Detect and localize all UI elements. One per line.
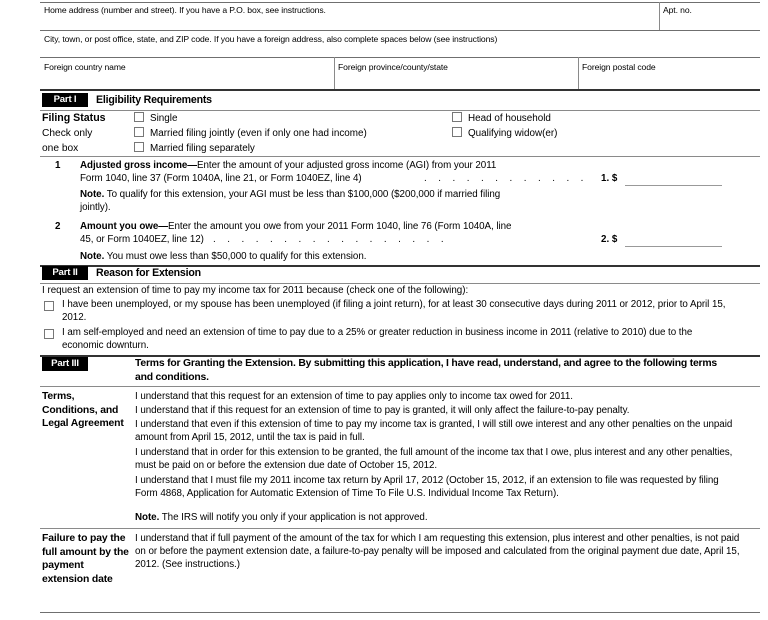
terms-note [135, 511, 742, 524]
part3-badge: Part III [42, 357, 88, 371]
part3-header [40, 357, 760, 383]
checkbox-single[interactable] [134, 112, 177, 125]
line1-note-row1 [80, 189, 610, 202]
line1-number: 1 [55, 160, 61, 171]
foreign-postal-divider [578, 57, 579, 89]
line2-leader: . . . . . . . . . . . . . . . . . [213, 234, 449, 245]
part1-title: Eligibility Requirements [96, 94, 212, 106]
checkbox-qualifying-widow[interactable] [452, 127, 557, 140]
checkbox-married-separately-box[interactable] [134, 142, 144, 152]
line1-leader: . . . . . . . . . . . . [424, 173, 588, 184]
part3-title-bold: Terms for Granting the Extension. [135, 358, 296, 369]
line1-bold-lead: Adjusted gross income— [80, 160, 198, 171]
checkbox-married-jointly-box[interactable] [134, 127, 144, 137]
line1-text-row1 [80, 160, 600, 173]
city-state-zip-caption: City, town, or post office, state, and ZIP code. If you have a foreign address, also complete spaces below (see instructions) [44, 34, 498, 44]
line1-note-text-a: To qualify for this extension, your AGI must be less than $100,000 ($200,000 if married filing [106, 189, 501, 200]
checkbox-married-jointly[interactable] [134, 127, 367, 140]
part2-option-self-employed-label: I am self-employed and need an extension of time to pay due to a 25% or greater reduction in business income in 2011 (relative to 2010) due to the economic downturn. [62, 327, 693, 351]
part2-option-unemployed-box[interactable] [44, 301, 54, 311]
divider-part2-title [40, 283, 760, 284]
line1-amount-input[interactable] [625, 185, 722, 186]
checkbox-head-of-household-box[interactable] [452, 112, 462, 122]
foreign-postal-caption: Foreign postal code [582, 62, 656, 72]
part2-intro: I request an extension of time to pay my income tax for 2011 because (check one of the following): [42, 285, 469, 296]
line2-number: 2 [55, 221, 61, 232]
divider-address [40, 30, 760, 31]
failure-to-pay-text: I understand that if full payment of the amount of the tax for which I am requesting this extension, plus interest and other penalties, is not paid on or before the payment extension date, a failure-to-pay penalty will be imposed and calculated from the original payment due date, April 15, 2012. (See instructions.) [135, 533, 740, 571]
line2-text-row2: 45, or Form 1040EZ, line 12) [80, 234, 204, 245]
line2-text-row1 [80, 221, 600, 234]
checkbox-single-box[interactable] [134, 112, 144, 122]
divider-part3-title [40, 386, 760, 387]
divider-terms [40, 528, 760, 529]
part2-header [40, 266, 760, 281]
checkbox-qualifying-widow-label: Qualifying widow(er) [468, 128, 558, 139]
checkbox-qualifying-widow-box[interactable] [452, 127, 462, 137]
divider-part1-title [40, 110, 760, 111]
divider-top [40, 2, 760, 3]
line2-note-text: You must owe less than $50,000 to qualify for this extension. [106, 251, 367, 262]
terms-conditions-label: Terms, Conditions, and Legal Agreement [42, 391, 124, 430]
checkbox-head-of-household[interactable] [452, 112, 551, 125]
checkbox-head-of-household-label: Head of household [468, 113, 551, 124]
divider-above-part1 [40, 89, 760, 91]
divider-bottom [40, 612, 760, 613]
part2-option-unemployed[interactable] [62, 299, 736, 325]
terms-paragraph-4: I understand that in order for this extension to be granted, the full amount of the income tax that I owe, plus interest and any other penalties, must be paid on or before the extension due date of October 15, 2012. [135, 447, 733, 472]
filing-status-label: Filing Status [42, 112, 106, 124]
failure-to-pay-label: Failure to pay the full amount by the payment extension date [42, 533, 129, 585]
part2-option-self-employed[interactable] [62, 327, 736, 353]
line1-text-row2: Form 1040, line 37 (Form 1040A, line 21, or Form 1040EZ, line 4) [80, 173, 362, 184]
part2-title: Reason for Extension [96, 267, 201, 279]
line2-bold-lead: Amount you owe— [80, 221, 168, 232]
line2-text-a: Enter the amount you owe from your 2011 Form 1040, line 76 (Form 1040A, line [167, 221, 512, 232]
checkbox-married-jointly-label: Married filing jointly (even if only one had income) [150, 128, 367, 139]
line1-amount-tag: 1. $ [601, 173, 618, 184]
apt-no-caption: Apt. no. [663, 5, 692, 15]
checkbox-single-label: Single [150, 113, 178, 124]
one-box-label: one box [42, 143, 79, 154]
part3-title [135, 357, 730, 383]
checkbox-married-separately-label: Married filing separately [150, 143, 255, 154]
part1-header [40, 93, 760, 108]
divider-filing-status [40, 156, 760, 157]
line1-text-a: Enter the amount of your adjusted gross income (AGI) from your 2011 [197, 160, 497, 171]
part2-option-self-employed-box[interactable] [44, 329, 54, 339]
terms-paragraph-1: I understand that this request for an extension of time to pay applies only to income tax owed for 2011. [135, 391, 573, 402]
line2-note-row [80, 251, 610, 264]
divider-city [40, 57, 760, 58]
part2-option-unemployed-label: I have been unemployed, or my spouse has been unemployed (if filing a joint return), for at least 30 consecutive days during 2011 or 2012, prior to April 15, 2012. [62, 299, 726, 323]
part3-title-rest: By submitting this application, I have read, understand, and agree to the following terms and conditions. [135, 358, 717, 383]
line2-note-bold: Note. [80, 251, 105, 262]
foreign-province-divider [334, 57, 335, 89]
foreign-country-caption: Foreign country name [44, 62, 126, 72]
line1-note-bold: Note. [80, 189, 105, 200]
foreign-province-caption: Foreign province/county/state [338, 62, 448, 72]
terms-paragraph-2: I understand that if this request for an extension of time to pay is granted, it will only affect the failure-to-pay penalty. [135, 405, 630, 416]
line1-note-row2: jointly). [80, 202, 111, 213]
line2-amount-input[interactable] [625, 246, 722, 247]
terms-paragraph-3: I understand that even if this extension of time to pay my income tax is granted, I will still owe interest and any other penalties on the unpaid amount from April 15, 2012, until the tax is paid in full. [135, 419, 733, 444]
terms-note-text: The IRS will notify you only if your application is not approved. [159, 512, 428, 523]
apt-no-divider [659, 2, 660, 30]
check-only-label: Check only [42, 128, 93, 139]
part1-badge: Part I [42, 93, 88, 107]
home-address-caption: Home address (number and street). If you have a P.O. box, see instructions. [44, 5, 326, 15]
terms-paragraph-5: I understand that I must file my 2011 income tax return by April 17, 2012 (October 15, 2012, if an extension to file was requested by filing Form 4868, Application for Automatic Extension of Time To File U.S. Individual Income Tax Return). [135, 475, 719, 500]
checkbox-married-separately[interactable] [134, 142, 255, 155]
line2-amount-tag: 2. $ [601, 234, 618, 245]
part2-badge: Part II [42, 266, 88, 280]
terms-note-bold: Note. [135, 512, 160, 523]
